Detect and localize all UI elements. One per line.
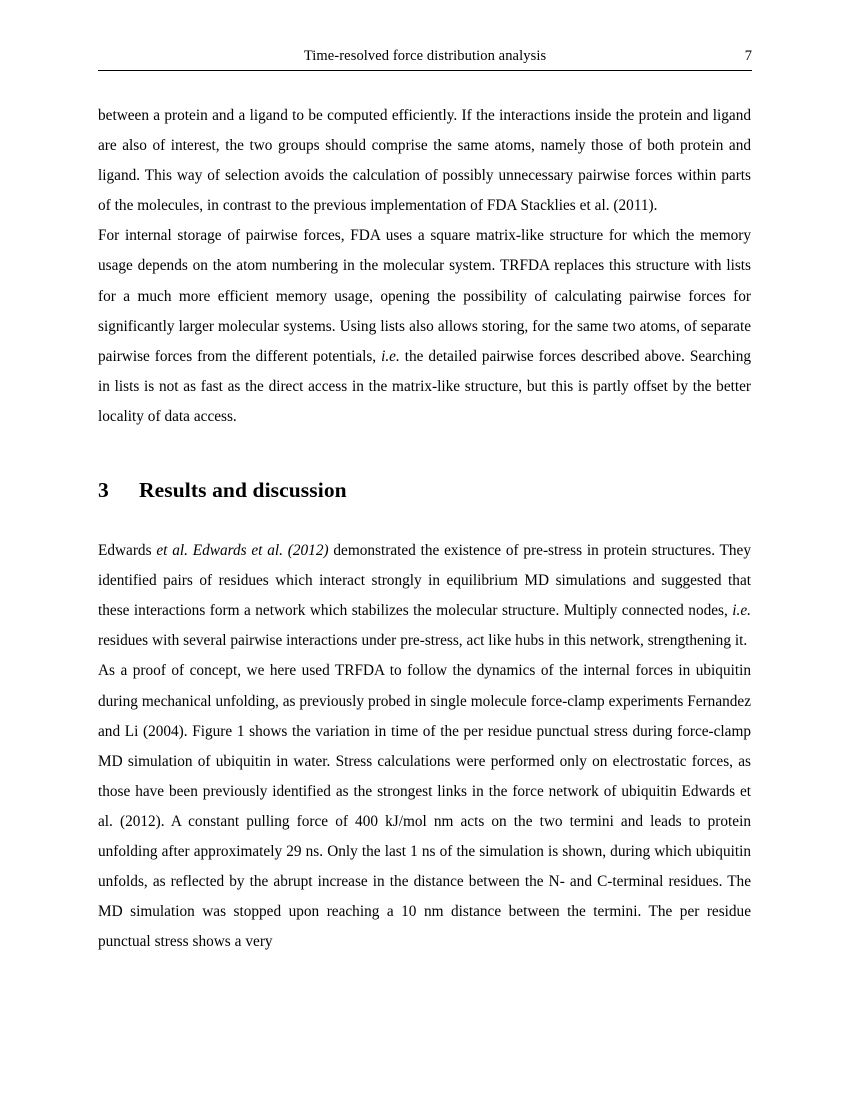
running-header-title: Time-resolved force distribution analysis xyxy=(303,48,547,64)
paragraph-proof-of-concept: As a proof of concept, we here used TRFDA to follow the dynamics of the internal forces in ubiquitin during mechanical unfolding, as previously probed in single molecule force-clamp experiments Fernandez and Li (2004). Figure 1 shows the variation in time of the per residue punctual stress during force-clamp MD simulation of ubiquitin in water. Stress calculations were performed only on electrostatic forces, as those have been previously identified as the strongest links in the force network of ubiquitin Edwards et al. (2012). A constant pulling force of 400 kJ/mol nm acts on the two termini and leads to protein unfolding after approximately 29 ns. Only the last 1 ns of the simulation is shown, during which ubiquitin unfolds, as reflected by the abrupt increase in the distance between the N- and C-terminal residues. The MD simulation was stopped upon reaching a 10 nm distance between the termini. The per residue punctual stress shows a very xyxy=(98,662,751,951)
header-rule-divider xyxy=(98,70,752,71)
page-number: 7 xyxy=(744,48,752,64)
section-number: 3 xyxy=(98,478,109,503)
paragraph-edwards-prestress xyxy=(98,536,751,656)
heading-space-below xyxy=(98,503,751,536)
paragraph-text-run: Edwards xyxy=(98,542,157,560)
paragraph-text-run: For internal storage of pairwise forces, FDA uses a square matrix-like structure for which the memory usage depends on the atom numbering in the molecular system. TRFDA replaces this structure with lists for a much more efficient memory usage, opening the possibility of calculating pairwise forces for significantly larger molecular systems. Using lists also allows storing, for the same two atoms, of separate pairwise forces from the different potentials, xyxy=(98,227,751,365)
italic-citation-edwards: et al. Edwards et al. (2012) xyxy=(156,542,329,560)
paragraph-continuation: between a protein and a ligand to be computed efficiently. If the interactions inside the protein and ligand are also of interest, the two groups should comprise the same atoms, namely those of both protein and ligand. This way of selection avoids the calculation of possibly unnecessary pairwise forces within parts of the molecules, in contrast to the previous implementation of FDA Stacklies et al. (2011). xyxy=(98,107,751,215)
italic-ie-2: i.e. xyxy=(732,602,751,620)
heading-space-above xyxy=(98,432,751,477)
paragraph-text-run: demonstrated the existence of pre-stress in protein structures. They identified pairs of residues which interact strongly in equilibrium MD simulations and suggested that these interactions form a network which stabilizes the molecular structure. Multiply connected nodes, xyxy=(98,542,751,620)
paragraph-internal-storage xyxy=(98,221,751,432)
paragraph-text-run: the detailed pairwise forces described above. Searching in lists is not as fast as the direct access in the matrix-like structure, but this is partly offset by the better locality of data access. xyxy=(98,347,752,425)
paragraph-text-run: residues with several pairwise interactions under pre-stress, act like hubs in this network, strengthening it. xyxy=(98,632,748,650)
section-title: Results and discussion xyxy=(139,478,347,503)
section-heading-results xyxy=(98,477,751,503)
body-text-column xyxy=(98,101,751,957)
running-header xyxy=(98,46,752,70)
italic-ie-1: i.e. xyxy=(381,347,400,365)
